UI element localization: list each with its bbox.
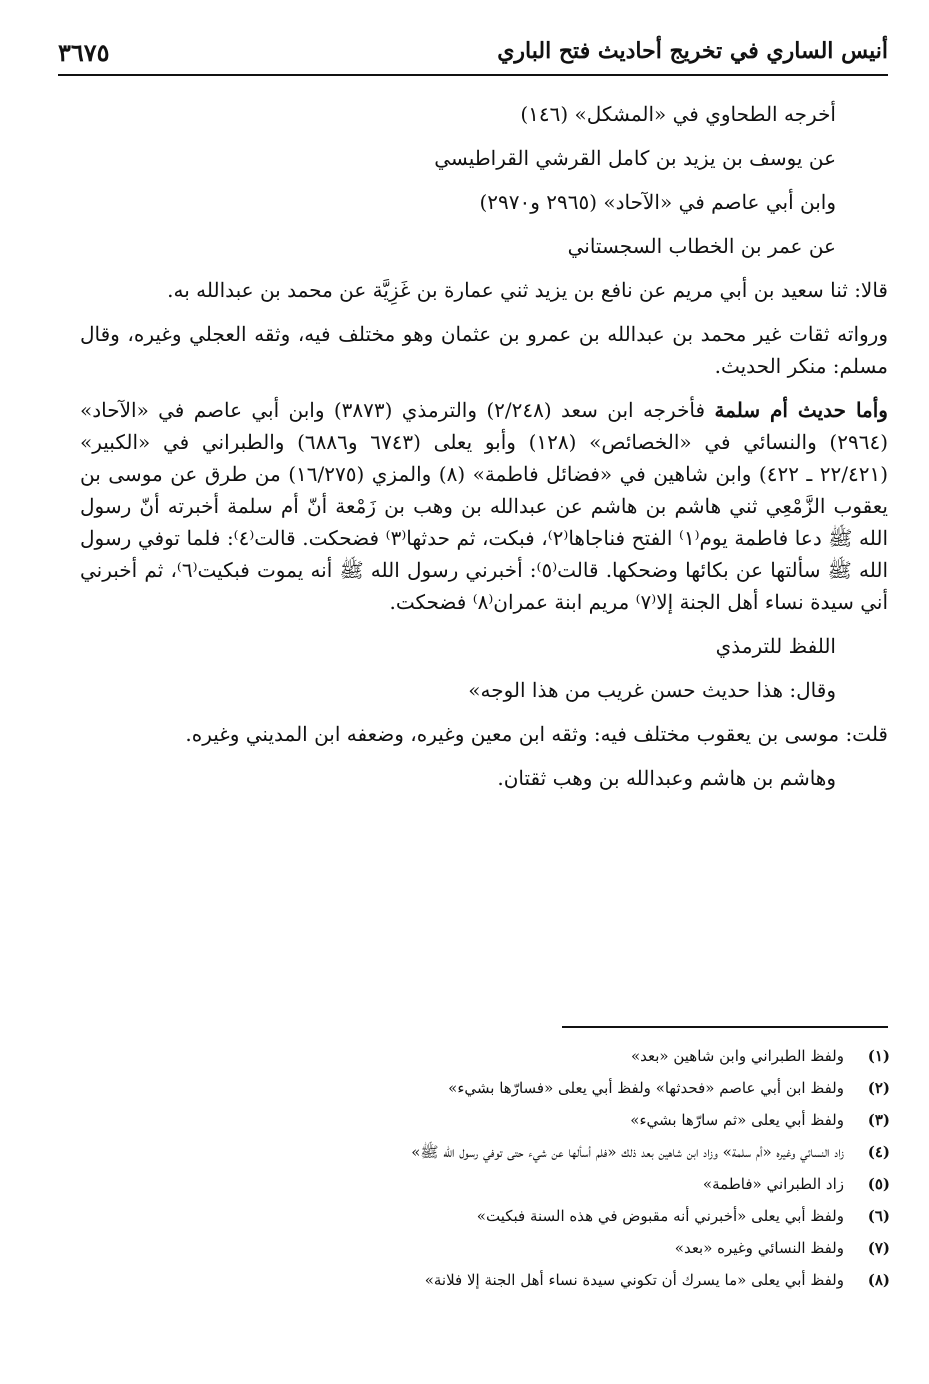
footnote <box>80 1168 890 1200</box>
footnote-text: ولفظ ابن أبي عاصم «فحدثها» ولفظ أبي يعلى «فسارّها بشيء» <box>448 1079 844 1097</box>
paragraph: عن عمر بن الخطاب السجستاني <box>567 234 836 258</box>
footnote-number: (٥) <box>867 1175 890 1193</box>
footnote-number: (٤) <box>867 1143 890 1161</box>
footnote-number: (٣) <box>867 1111 890 1129</box>
footnote-number: (٦) <box>867 1207 890 1225</box>
footnote <box>80 1264 890 1296</box>
footnote-text: زاد النسائي وغيره «أم سلمة» وزاد ابن شاهين بعد ذلك «فلم أسألها عن شيء حتى توفي رسول الله ﷺ» <box>411 1143 844 1161</box>
footnote <box>80 1200 890 1232</box>
footnote <box>80 1040 890 1072</box>
footnote-number: (٢) <box>867 1079 890 1097</box>
footnote-separator <box>562 1026 888 1028</box>
running-title: أنيس الساري في تخريج أحاديث فتح الباري <box>497 38 888 64</box>
paragraph: وقال: هذا حديث حسن غريب من هذا الوجه» <box>468 678 836 702</box>
footnote <box>80 1072 890 1104</box>
paragraph: قلت: موسى بن يعقوب مختلف فيه: وثقه ابن معين وغيره، وضعفه ابن المديني وغيره. <box>185 722 888 746</box>
footnote-number: (٨) <box>867 1271 890 1289</box>
footnote-text: ولفظ أبي يعلى «ما يسرك أن تكوني سيدة نساء أهل الجنة إلا فلانة» <box>424 1271 844 1289</box>
paragraph: اللفظ للترمذي <box>715 634 836 658</box>
footnote-text: ولفظ أبي يعلى «أخبرني أنه مقبوض في هذه السنة فبكيت» <box>476 1207 844 1225</box>
footnote <box>80 1104 890 1136</box>
footnote-text: زاد الطبراني «فاطمة» <box>702 1175 844 1193</box>
page-header <box>58 36 888 76</box>
footnote-text: ولفظ أبي يعلى «ثم سارّها بشيء» <box>630 1111 844 1129</box>
footnote-text: ولفظ النسائي وغيره «بعد» <box>674 1239 844 1257</box>
paragraph-text: فأخرجه ابن سعد (٢/٢٤٨) والترمذي (٣٨٧٣) وابن أبي عاصم في «الآحاد» (٢٩٦٤) والنسائي في «الخصائص» (١٢٨) وأبو يعلى (٦٧٤٣ و٦٨٨٦) والطبراني في «الكبير» (٢٢/٤٢١ ـ ٤٢٢) وابن شاهين في «فضائل فاطمة» (٨) والمزي (١٦/٢٧٥) من طرق عن موسى بن يعقوب الزَّمْعِي ثني هاشم بن هاشم عن عبدالله بن وهب بن زَمْعة أنّ أم سلمة أخبرته أنّ رسول الله ﷺ دعا فاطمة يوم⁽١⁾ الفتح فناجاها⁽٢⁾، فبكت، ثم حدثها⁽٣⁾ فضحكت. قالت⁽٤⁾: فلما توفي رسول الله ﷺ سألتها عن بكائها وضحكها. قالت⁽٥⁾: أخبرني رسول الله ﷺ أنه يموت فبكيت⁽٦⁾، ثم أخبرني أني سيدة نساء أهل الجنة إلا⁽٧⁾ مريم ابنة عمران⁽٨⁾ فضحكت. <box>80 398 889 614</box>
paragraph: قالا: ثنا سعيد بن أبي مريم عن نافع بن يزيد ثني عمارة بن غَزِيَّة عن محمد بن عبدالله به. <box>167 278 888 302</box>
page-number: ٣٦٧٥ <box>58 38 110 67</box>
footnotes <box>80 1040 890 1296</box>
paragraph: عن يوسف بن يزيد بن كامل القرشي القراطيسي <box>434 146 836 170</box>
footnote-number: (٧) <box>867 1239 890 1257</box>
paragraph: وهاشم بن هاشم وعبدالله بن وهب ثقتان. <box>497 766 836 790</box>
paragraph: ورواته ثقات غير محمد بن عبدالله بن عمرو بن عثمان وهو مختلف فيه، وثقه العجلي وغيره، وقال مسلم: منكر الحديث. <box>80 322 888 378</box>
footnote <box>80 1232 890 1264</box>
main-text <box>80 98 888 806</box>
bold-lead: وأما حديث أم سلمة <box>714 398 888 422</box>
footnote <box>80 1136 890 1168</box>
header-rule <box>58 74 888 76</box>
footnote-text: ولفظ الطبراني وابن شاهين «بعد» <box>630 1047 844 1065</box>
footnote-number: (١) <box>867 1047 890 1065</box>
paragraph: وابن أبي عاصم في «الآحاد» (٢٩٦٥ و٢٩٧٠) <box>479 190 836 214</box>
paragraph: أخرجه الطحاوي في «المشكل» (١٤٦) <box>520 102 836 126</box>
paragraph <box>80 394 888 618</box>
